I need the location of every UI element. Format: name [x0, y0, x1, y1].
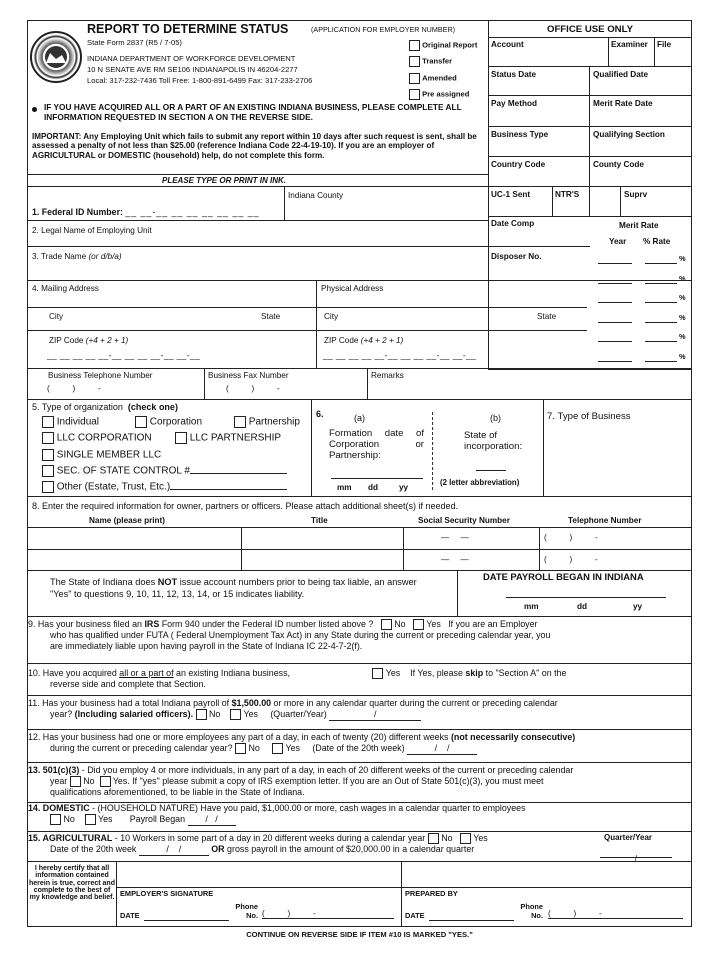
question-14: 14. DOMESTIC - (HOUSEHOLD NATURE) Have you paid, $1,000.00 or more, cash wages in a calendar quarter to employees No Yes Payroll Began / /	[28, 803, 690, 826]
q15-quarter-year-field[interactable]: /	[600, 857, 672, 860]
divider	[27, 399, 692, 400]
merit-rate-field[interactable]	[645, 361, 677, 362]
merit-rate-field[interactable]	[645, 341, 677, 342]
divider	[27, 831, 692, 832]
physical-state-field[interactable]: State	[537, 312, 557, 321]
org-other[interactable]: Other (Estate, Trust, Etc.)	[42, 481, 287, 493]
divider	[543, 399, 544, 496]
employer-phone-field[interactable]: ( ) -	[262, 909, 394, 919]
question-13: 13. 501(c)(3) - Did you employ 4 or more individuals, in any part of a day, in each of 20 different weeks of the current or preceding calendar year No Yes. If "yes" please submit a copy of IRS exemption letter. If you are an Out of State 501(c)(3), you must meet qualifications aforementioned, to be liable in the State of Indiana.	[28, 765, 574, 798]
org-single-llc[interactable]: SINGLE MEMBER LLC	[42, 449, 161, 461]
corporation-checkbox[interactable]	[135, 416, 147, 428]
divider	[316, 280, 317, 368]
important-notice: IMPORTANT: Any Employing Unit which fails to submit any report within 10 days after such request is sent, shall be assessed a penalty of not less than $25.00 (reference Indiana Code 22-4-19-10). If you are an employer of AGRICULTURAL or DOMESTIC (household) help, do not complete this form.	[32, 132, 477, 160]
divider	[27, 762, 692, 763]
question-10: 10. Have you acquired all or a part of an existing Indiana business, Yes If Yes, please skip to "Section A" on the reverse side and complete that Section.	[28, 668, 567, 690]
sec-state-checkbox[interactable]	[42, 465, 54, 477]
owners-name-header: Name (please print)	[89, 516, 165, 525]
org-sec-state[interactable]: SEC. OF STATE CONTROL #	[42, 465, 287, 477]
office-merit-rate: Merit Rate	[619, 221, 659, 230]
prepared-by-line[interactable]	[401, 887, 692, 888]
bullet-icon	[32, 107, 37, 112]
org-llc-corp[interactable]: LLC CORPORATION	[42, 432, 152, 444]
single-member-llc-checkbox[interactable]	[42, 449, 54, 461]
q11-no-checkbox[interactable]	[196, 709, 207, 720]
divider	[488, 37, 692, 38]
divider	[27, 174, 488, 175]
org-corporation[interactable]: Corporation	[135, 416, 202, 428]
divider	[488, 95, 692, 96]
employer-date-field[interactable]	[144, 920, 229, 921]
divider	[27, 307, 587, 308]
mailing-address-field[interactable]: 4. Mailing Address	[32, 284, 99, 293]
business-telephone-field[interactable]: ( ) -	[47, 384, 101, 393]
question-12: 12. Has your business had one or more employees any part of a day, in each of twenty (20) different weeks (not necessarily consecutive) during the current or preceding calendar year? No Yes (Date of the 20th week) / /	[28, 732, 690, 755]
divider	[27, 330, 587, 331]
divider	[27, 220, 488, 221]
q13-no-checkbox[interactable]	[70, 776, 81, 787]
q11-quarter-year-field[interactable]: /	[329, 709, 421, 721]
merit-percent-sign: %	[679, 273, 686, 283]
q12-20th-week-field[interactable]: / /	[407, 743, 477, 755]
merit-rate-field[interactable]	[645, 322, 677, 323]
merit-year-field[interactable]	[598, 263, 632, 264]
owners-phone-header: Telephone Number	[568, 516, 642, 525]
office-file: File	[657, 40, 672, 49]
q12-no-checkbox[interactable]	[235, 743, 246, 754]
prepared-date-field[interactable]	[429, 920, 514, 921]
formation-number: 6.	[316, 409, 324, 419]
org-type-label: 5. Type of organization (check one)	[32, 402, 178, 412]
federal-id-label: 1. Federal ID Number: __ __-__ __ __ __ __ __ __	[32, 207, 260, 217]
q15-quarter-year-label: Quarter/Year	[604, 833, 653, 842]
divider	[27, 549, 692, 550]
merit-year-field[interactable]	[598, 341, 632, 342]
department-phones: Local: 317-232-7436 Toll Free: 1-800-891-6499 Fax: 317-233-2706	[87, 76, 313, 85]
q14-payroll-began-field[interactable]: / /	[188, 814, 236, 826]
type-print-instruction: PLEASE TYPE OR PRINT IN INK.	[162, 176, 287, 185]
owner-1-phone[interactable]: ( ) -	[544, 533, 598, 542]
office-qualified-date: Qualified Date	[593, 70, 649, 79]
department-name: INDIANA DEPARTMENT OF WORKFORCE DEVELOPMENT	[87, 54, 296, 63]
divider	[284, 186, 285, 220]
office-merit-rate-date: Merit Rate Date	[593, 99, 653, 108]
merit-rate-field[interactable]	[645, 263, 677, 264]
pre-assigned-checkbox[interactable]	[409, 89, 420, 100]
divider	[27, 616, 692, 617]
payroll-date-field[interactable]	[506, 597, 666, 598]
divider	[27, 663, 692, 664]
office-pay-method: Pay Method	[491, 99, 537, 108]
office-account: Account	[491, 40, 524, 49]
employer-signature-line[interactable]	[116, 887, 401, 888]
legal-name-field[interactable]: 2. Legal Name of Employing Unit	[32, 226, 152, 235]
question-11: 11. Has your business had a total Indiana payroll of $1,500.00 or more in any calendar quarter during the current or preceding calendar year? (Including salaried officers). No Yes (Quarter/Year) /	[28, 698, 690, 721]
office-qualifying-section: Qualifying Section	[593, 130, 665, 139]
divider	[488, 156, 692, 157]
state-incorporation-label: State of incorporation:	[464, 430, 523, 453]
divider	[27, 729, 692, 730]
type-of-business-field[interactable]: 7. Type of Business	[547, 411, 631, 422]
org-individual[interactable]: Individual	[42, 416, 99, 428]
divider	[27, 368, 692, 369]
question-9: 9. Has your business filed an IRS Form 940 under the Federal ID number listed above ? No Yes If you are an Employer who has qualified under FUTA ( Federal Unemployment Tax Act) in any State during the current or preceding calendar year, you are immediately liable upon having payroll in the State of Indiana IC 22-4-7-2(f).	[28, 619, 551, 652]
merit-percent-sign: %	[679, 254, 686, 263]
q10-yes-checkbox[interactable]	[372, 668, 383, 679]
divider	[27, 246, 488, 247]
divider	[620, 186, 621, 216]
office-year: Year	[609, 237, 627, 246]
office-pct-rate: % Rate	[643, 237, 671, 246]
formation-dd: dd	[368, 483, 379, 492]
divider	[27, 496, 692, 497]
business-fax-field[interactable]: ( ) -	[226, 384, 280, 393]
divider	[488, 246, 590, 247]
other-checkbox[interactable]	[42, 481, 54, 493]
trade-name-field[interactable]: 3. Trade Name (or d/b/a)	[32, 252, 122, 261]
q9-no-checkbox[interactable]	[381, 619, 392, 630]
divider	[27, 527, 692, 528]
office-country-code: Country Code	[491, 160, 546, 169]
owner-1-ssn[interactable]: — —	[441, 533, 469, 542]
payroll-dd: dd	[577, 602, 588, 611]
q11-yes-checkbox[interactable]	[230, 709, 241, 720]
federal-id-field[interactable]: __ __-__ __ __ __ __ __ __	[125, 207, 260, 217]
owner-2-phone[interactable]: ( ) -	[544, 555, 598, 564]
office-ntrs: NTR'S	[555, 190, 580, 199]
office-suprv: Suprv	[624, 190, 648, 199]
q14-yes-checkbox[interactable]	[85, 814, 96, 825]
merit-percent-sign: %	[679, 332, 686, 341]
divider	[27, 280, 692, 281]
certification-statement: I hereby certify that all information contained herein is true, correct and complete to the best of my knowledge and belief.	[29, 865, 115, 902]
report-type-original[interactable]: Original Report	[409, 40, 477, 51]
original-report-checkbox[interactable]	[409, 40, 420, 51]
merit-rate-field[interactable]	[645, 302, 677, 303]
formation-yy: yy	[399, 483, 409, 492]
formation-mm: mm	[337, 483, 352, 492]
indiana-county-label[interactable]: Indiana County	[288, 191, 344, 200]
formation-date-label: Formation date of Corporation or Partnership:	[329, 428, 424, 462]
physical-city-field[interactable]: City	[324, 312, 339, 321]
report-type-transfer[interactable]: Transfer	[409, 56, 452, 67]
llc-corporation-checkbox[interactable]	[42, 432, 54, 444]
form-number: State Form 2837 (R5 / 7-05)	[87, 38, 182, 47]
employer-date-label: DATE	[120, 911, 140, 920]
divider	[589, 66, 590, 216]
owner-2-ssn[interactable]: — —	[441, 555, 469, 564]
divider	[654, 37, 655, 66]
office-date-comp: Date Comp	[491, 219, 535, 228]
partnership-checkbox[interactable]	[234, 416, 246, 428]
owners-ssn-header: Social Security Number	[418, 516, 510, 525]
q14-no-checkbox[interactable]	[50, 814, 61, 825]
divider	[367, 368, 368, 399]
llc-partnership-checkbox[interactable]	[175, 432, 187, 444]
mailing-city-field[interactable]: City	[49, 312, 64, 321]
owners-label: 8. Enter the required information for owner, partners or officers. Please attach additional sheet(s) if needed.	[32, 501, 459, 511]
remarks-field[interactable]: Remarks	[371, 371, 404, 380]
business-telephone-label: Business Telephone Number	[48, 371, 153, 380]
state-abbr-note: (2 letter abbreviation)	[440, 478, 520, 487]
form-title-note: (APPLICATION FOR EMPLOYER NUMBER)	[311, 25, 456, 34]
merit-year-field[interactable]	[598, 283, 632, 284]
physical-zip-label: ZIP Code (+4 + 2 + 1)	[324, 336, 404, 345]
q15-yes-checkbox[interactable]	[460, 833, 471, 844]
divider	[401, 861, 402, 927]
divider	[27, 695, 692, 696]
prepared-phone-field[interactable]: ( ) -	[548, 909, 683, 919]
divider	[311, 399, 312, 496]
prepared-phone-label: Phone No.	[520, 902, 543, 920]
formation-b: (b)	[490, 413, 501, 423]
owners-title-header: Title	[311, 516, 328, 525]
divider	[488, 66, 692, 67]
merit-percent-sign: %	[679, 312, 686, 322]
form-title: REPORT TO DETERMINE STATUS	[87, 22, 289, 36]
divider	[204, 368, 205, 399]
business-fax-label: Business Fax Number	[208, 371, 289, 380]
mailing-state-field[interactable]: State	[261, 312, 281, 321]
office-business-type: Business Type	[491, 130, 549, 139]
divider	[27, 861, 692, 862]
prepared-by-label: PREPARED BY	[405, 889, 458, 898]
question-15: 15. AGRICULTURAL - 10 Workers in some part of a day in 20 different weeks during a calendar year No Yes Date of the 20th week / / OR gross payroll in the amount of $20,000.00 in a calendar quarter	[28, 833, 690, 856]
q9-yes-checkbox[interactable]	[413, 619, 424, 630]
formation-date-field[interactable]	[331, 478, 423, 479]
merit-percent-sign: %	[679, 351, 686, 361]
q15-no-checkbox[interactable]	[428, 833, 439, 844]
report-type-amended[interactable]: Amended	[409, 73, 457, 84]
other-field[interactable]	[170, 489, 287, 490]
employer-signature-label: EMPLOYER'S SIGNATURE	[120, 889, 214, 898]
individual-checkbox[interactable]	[42, 416, 54, 428]
acquired-notice: IF YOU HAVE ACQUIRED ALL OR A PART OF AN EXISTING INDIANA BUSINESS, PLEASE COMPLETE ALL INFORMATION REQUESTED IN SECTION A ON THE REVERSE SIDE.	[44, 102, 462, 122]
office-county-code: County Code	[593, 160, 644, 169]
q13-yes-checkbox[interactable]	[100, 776, 111, 787]
formation-a: (a)	[354, 413, 365, 423]
office-status-date: Status Date	[491, 70, 537, 79]
merit-percent-sign: %	[679, 293, 686, 302]
merit-year-field[interactable]	[598, 361, 632, 362]
divider	[608, 37, 609, 66]
org-dashed-divider	[432, 412, 433, 490]
department-address: 10 N SENATE AVE RM SE106 INDIANAPOLIS IN 46204-2277	[87, 65, 298, 74]
office-uc1-sent: UC-1 Sent	[491, 190, 531, 199]
sec-state-field[interactable]	[190, 473, 287, 474]
transfer-checkbox[interactable]	[409, 56, 420, 67]
amended-checkbox[interactable]	[409, 73, 420, 84]
merit-year-field[interactable]	[598, 302, 632, 303]
mailing-zip-field[interactable]: __ __ __ __ __-__ __ __ __-__ __-__	[47, 351, 201, 360]
state-seal	[30, 31, 82, 83]
report-type-preassigned[interactable]: Pre assigned	[409, 89, 469, 100]
office-examiner: Examiner	[611, 40, 648, 49]
physical-address-field[interactable]: Physical Address	[321, 284, 384, 293]
divider	[116, 861, 117, 927]
divider	[488, 216, 692, 217]
divider	[552, 186, 553, 216]
office-use-title: OFFICE USE ONLY	[546, 24, 633, 35]
payroll-yy: yy	[633, 602, 643, 611]
prepared-date-label: DATE	[405, 911, 425, 920]
footer-instruction: CONTINUE ON REVERSE SIDE IF ITEM #10 IS MARKED "YES."	[246, 930, 473, 939]
payroll-date-title: DATE PAYROLL BEGAN IN INDIANA	[483, 571, 644, 582]
mailing-zip-label: ZIP Code (+4 + 2 + 1)	[49, 336, 129, 345]
divider	[488, 186, 692, 187]
liability-notice: The State of Indiana does NOT issue account numbers prior to being tax liable, an answer "Yes" to questions 9, 10, 11, 12, 13, 14, or 15 indicates liability.	[50, 577, 417, 599]
q15-20th-week-field[interactable]: / /	[139, 844, 209, 856]
state-incorporation-field[interactable]	[476, 470, 506, 471]
office-disposer-no: Disposer No.	[491, 252, 542, 261]
payroll-mm: mm	[524, 602, 539, 611]
divider	[488, 126, 692, 127]
org-llc-part[interactable]: LLC PARTNERSHIP	[175, 432, 281, 444]
physical-zip-field[interactable]: __ __ __ __ __-__ __ __ __-__ __-__	[323, 351, 477, 360]
org-partnership[interactable]: Partnership	[234, 416, 300, 428]
divider	[27, 186, 488, 187]
merit-rate-field[interactable]	[645, 283, 677, 284]
merit-year-field[interactable]	[598, 322, 632, 323]
q12-yes-checkbox[interactable]	[272, 743, 283, 754]
employer-phone-label: Phone No.	[235, 902, 258, 920]
